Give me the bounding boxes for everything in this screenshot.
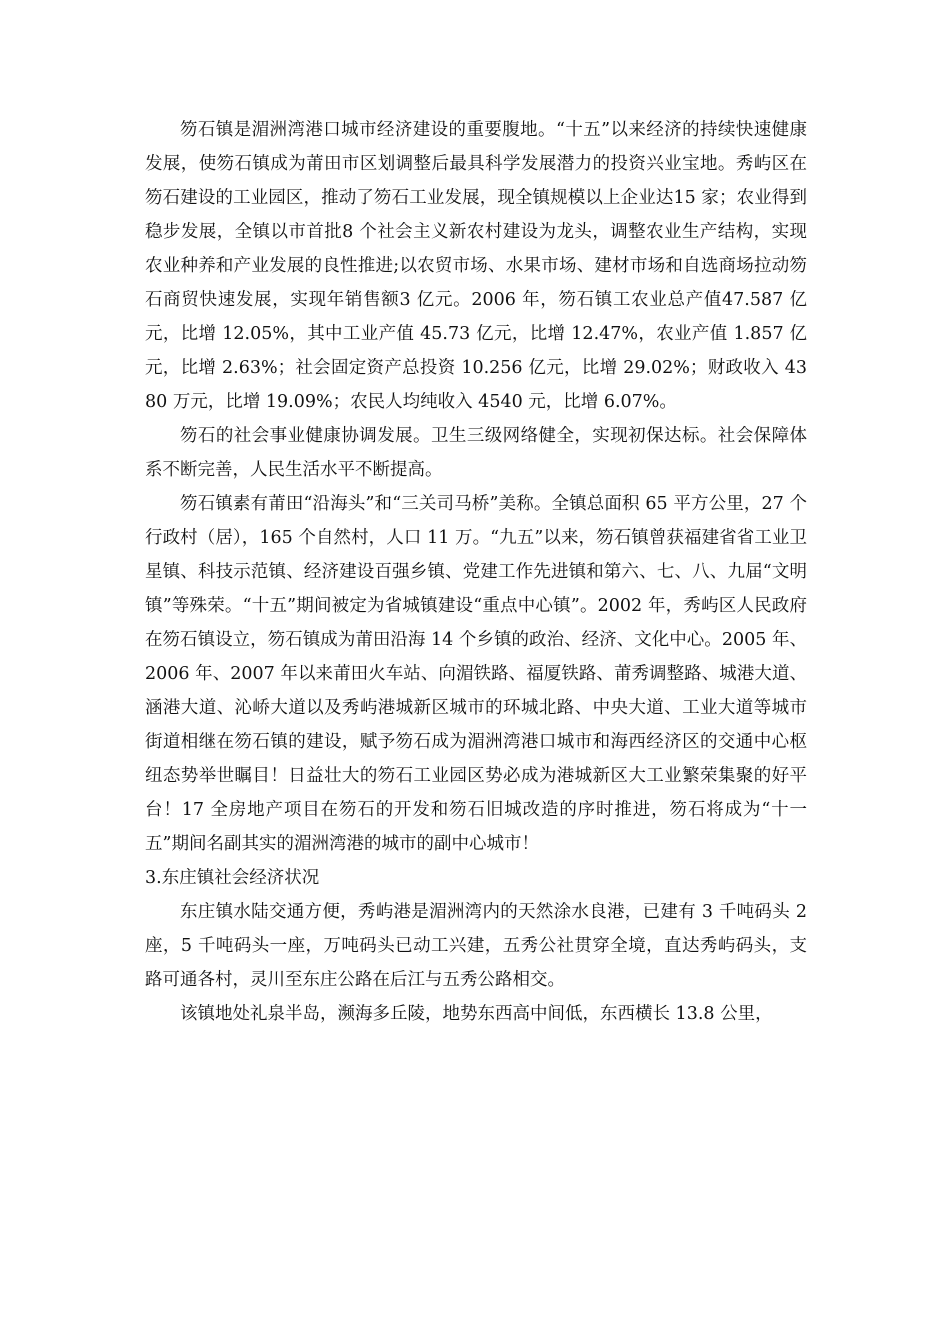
paragraph-hushi-profile: 笏石镇素有莆田“沿海头”和“三关司马桥”美称。全镇总面积 65 平方公里，27 个行政村（居），165 个自然村，人口 11 万。“九五”以来，笏石镇曾获福建省省工业卫星镇、科技示范镇、经济建设百强乡镇、党建工作先进镇和第六、七、八、九届“文明镇”等殊荣。“十五”期间被定为省城镇建设“重点中心镇”。2002 年，秀屿区人民政府在笏石镇设立，笏石镇成为莆田沿海 14 个乡镇的政治、经济、文化中心。2005 年、2006 年、2007 年以来莆田火车站、向湄铁路、福厦铁路、莆秀调整路、城港大道、涵港大道、沁峤大道以及秀屿港城新区城市的环城北路、中央大道、工业大道等城市街道相继在笏石镇的建设，赋予笏石成为湄洲湾港口城市和海西经济区的交通中心枢纽态势举世瞩目！日益壮大的笏石工业园区势必成为港城新区大工业繁荣集聚的好平台！17 全房地产项目在笏石的开发和笏石旧城改造的序时推进，笏石将成为“十一五”期间名副其实的湄洲湾港的城市的副中心城市！ — [145, 494, 807, 854]
paragraph-hushi-social: 笏石的社会事业健康协调发展。卫生三级网络健全，实现初保达标。社会保障体系不断完善，人民生活水平不断提高。 — [145, 426, 807, 480]
paragraph-dongzhuang-geography: 该镇地处礼泉半岛，濒海多丘陵，地势东西高中间低，东西横长 13.8 公里， — [180, 1004, 773, 1024]
document-page — [145, 113, 807, 1031]
paragraph-hushi-economy: 笏石镇是湄洲湾港口城市经济建设的重要腹地。“十五”以来经济的持续快速健康发展，使笏石镇成为莆田市区划调整后最具科学发展潜力的投资兴业宝地。秀屿区在笏石建设的工业园区，推动了笏石工业发展，现全镇规模以上企业达15 家；农业得到稳步发展，全镇以市首批8 个社会主义新农村建设为龙头，调整农业生产结构，实现农业种养和产业发展的良性推进;以农贸市场、水果市场、建材市场和自选商场拉动笏石商贸快速发展，实现年销售额3 亿元。2006 年，笏石镇工农业总产值47.587 亿元，比增 12.05%，其中工业产值 45.73 亿元，比增 12.47%，农业产值 1.857 亿元，比增 2.63%；社会固定资产总投资 10.256 亿元，比增 29.02%；财政收入 4380 万元，比增 19.09%；农民人均纯收入 4540 元，比增 6.07%。 — [145, 120, 807, 412]
paragraph-dongzhuang-transport: 东庄镇水陆交通方便，秀屿港是湄洲湾内的天然涂水良港，已建有 3 千吨码头 2 座，5 千吨码头一座，万吨码头已动工兴建，五秀公社贯穿全境，直达秀屿码头，支路可通各村，灵川至东庄公路在后江与五秀公路相交。 — [145, 902, 807, 990]
section-heading-dongzhuang: 3.东庄镇社会经济状况 — [145, 868, 320, 888]
